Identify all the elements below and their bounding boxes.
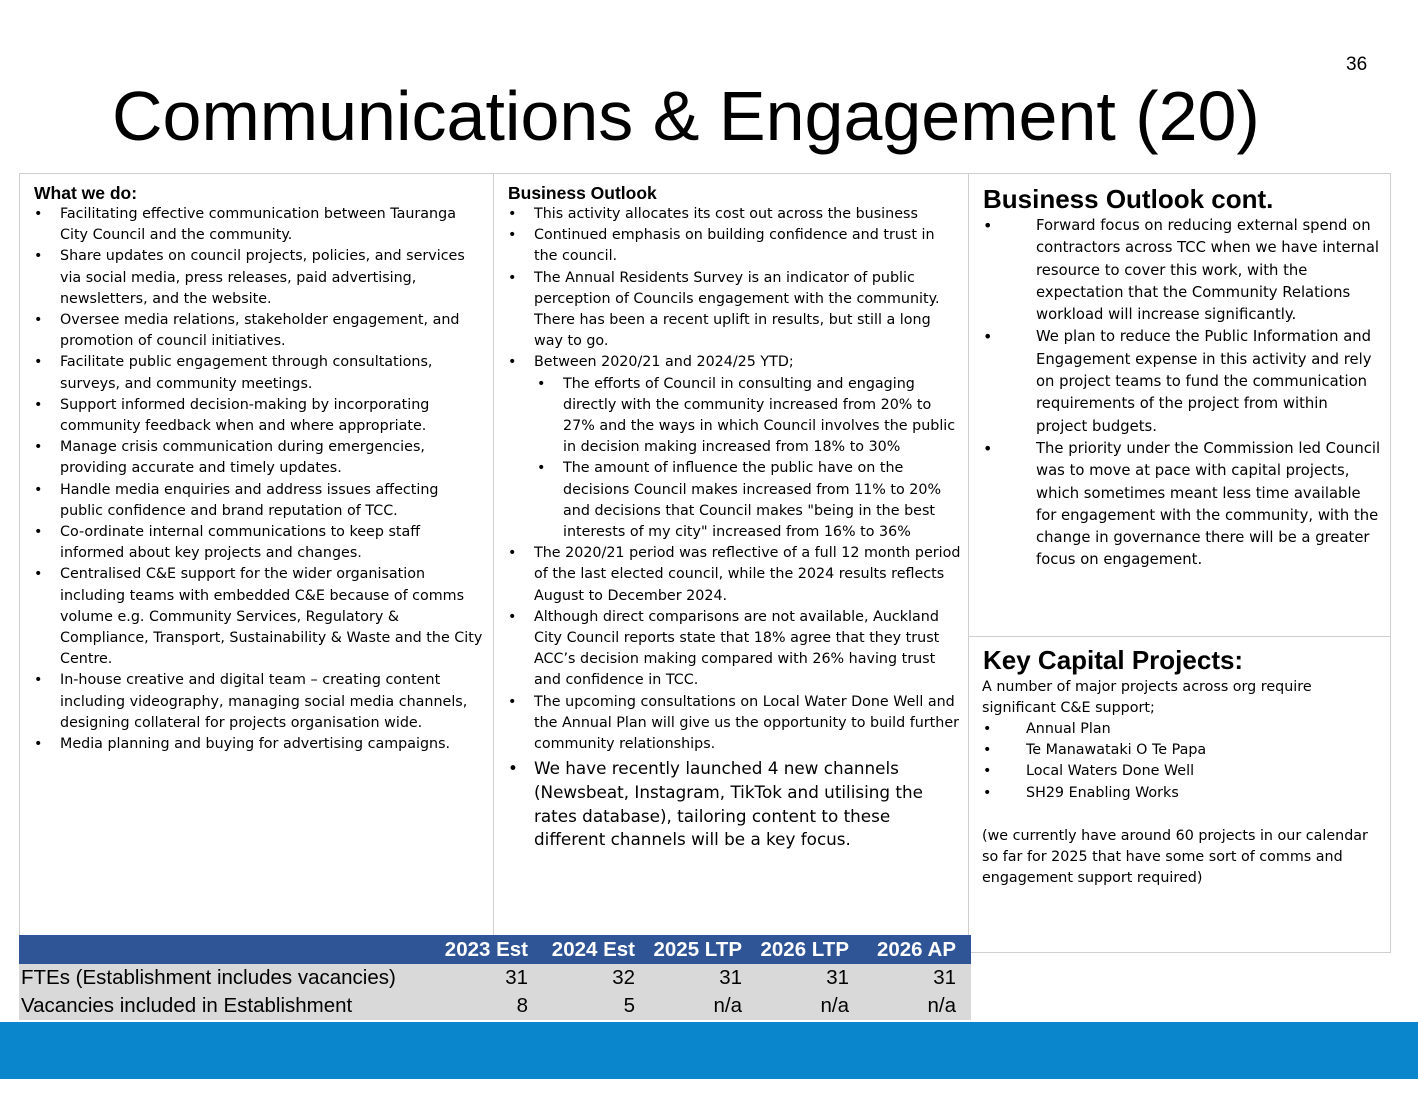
list-item: • The 2020/21 period was reflective of a full 12 month period of the last elected council, while the 2024 results reflects August to December 2024.	[507, 543, 962, 607]
table-cell: 31	[505, 966, 528, 989]
list-item: • This activity allocates its cost out across the business	[507, 204, 962, 225]
table-row-label: FTEs (Establishment includes vacancies)	[21, 966, 396, 989]
page-number: 36	[1346, 54, 1368, 75]
list-item-text: Between 2020/21 and 2024/25 YTD;	[534, 354, 794, 371]
page-title: Communications & Engagement (20)	[112, 77, 1260, 155]
key-capital-projects-intro: A number of major projects across org require significant C&E support;	[982, 679, 1312, 717]
table-cell: n/a	[927, 994, 956, 1017]
business-outlook-cont-panel	[968, 173, 1391, 637]
list-item: • Support informed decision-making by incorporating community feedback when and where appropriate.	[33, 395, 483, 437]
list-item: • Although direct comparisons are not available, Auckland City Council reports state that 18% agree that they trust ACC’s decision making compared with 26% having trust and confidence in TCC.	[507, 607, 962, 692]
what-we-do-heading: What we do:	[34, 183, 138, 203]
table-header-cell: 2023 Est	[444, 937, 528, 961]
business-outlook-panel	[493, 173, 969, 936]
list-item: • Continued emphasis on building confidence and trust in the council.	[507, 225, 962, 267]
list-item: • SH29 Enabling Works	[982, 783, 1382, 804]
table-cell: 5	[623, 994, 635, 1017]
table-header-cell: 2024 Est	[551, 937, 635, 961]
table-cell: 8	[516, 994, 528, 1017]
table-header-cell: 2026 AP	[876, 937, 956, 961]
list-item: • Facilitating effective communication between Tauranga City Council and the community.	[33, 204, 483, 246]
key-capital-projects-panel	[968, 636, 1391, 953]
table-cell: 32	[612, 966, 635, 989]
business-outlook-cont-heading: Business Outlook cont.	[983, 184, 1274, 214]
table-cell: 31	[826, 966, 849, 989]
list-item: • Forward focus on reducing external spend on contractors across TCC when we have internal resource to cover this work, with the expectation that the Community Relations workload will increase significantly.	[982, 215, 1382, 326]
key-capital-projects-heading: Key Capital Projects:	[983, 645, 1244, 675]
table-cell: 31	[933, 966, 956, 989]
business-outlook-cont-list	[982, 215, 1382, 572]
table-cell: 31	[719, 966, 742, 989]
list-item: • In-house creative and digital team – creating content including videography, managing social media channels, designing collateral for projects organisation wide.	[33, 670, 483, 734]
table-header-cell: 2026 LTP	[760, 937, 849, 961]
list-item: • Manage crisis communication during emergencies, providing accurate and timely updates.	[33, 437, 483, 479]
list-item: • Oversee media relations, stakeholder engagement, and promotion of council initiatives.	[33, 310, 483, 352]
list-item: • Centralised C&E support for the wider organisation including teams with embedded C&E because of comms volume e.g. Community Services, Regulatory & Compliance, Transport, Sustainability & Waste and the City Centre.	[33, 564, 483, 670]
list-item: • Co-ordinate internal communications to keep staff informed about key projects and changes.	[33, 522, 483, 564]
key-capital-projects-list	[982, 719, 1382, 804]
business-outlook-list	[507, 204, 962, 852]
sub-list	[534, 374, 962, 544]
table-row	[19, 964, 971, 992]
footer-bar	[0, 1022, 1418, 1079]
list-item: • Te Manawataki O Te Papa	[982, 740, 1382, 761]
table-header	[19, 935, 971, 964]
list-item: • Share updates on council projects, policies, and services via social media, press releases, paid advertising, newsletters, and the website.	[33, 246, 483, 310]
list-item: • Local Waters Done Well	[982, 761, 1382, 782]
list-item: • The priority under the Commission led Council was to move at pace with capital projects, which sometimes meant less time available for engagement with the community, with the change in governance there will be a greater focus on engagement.	[982, 438, 1382, 572]
what-we-do-panel	[19, 173, 494, 936]
table-cell: n/a	[713, 994, 742, 1017]
list-item: • The upcoming consultations on Local Water Done Well and the Annual Plan will give us the opportunity to build further community relationships.	[507, 692, 962, 756]
staffing-table	[19, 935, 971, 1020]
list-item: • We have recently launched 4 new channels (Newsbeat, Instagram, TikTok and utilising the rates database), tailoring content to these different channels will be a key focus.	[507, 757, 962, 852]
list-item: • Media planning and buying for advertising campaigns.	[33, 734, 483, 755]
list-item: • Handle media enquiries and address issues affecting public confidence and brand reputation of TCC.	[33, 480, 483, 522]
list-item: • Annual Plan	[982, 719, 1382, 740]
list-item: • Facilitate public engagement through consultations, surveys, and community meetings.	[33, 352, 483, 394]
key-capital-projects-note: (we currently have around 60 projects in our calendar so far for 2025 that have some sort of comms and engagement support required)	[982, 828, 1368, 887]
list-item: • We plan to reduce the Public Information and Engagement expense in this activity and rely on project teams to fund the communication requirements of the project from within project budgets.	[982, 326, 1382, 437]
business-outlook-heading: Business Outlook	[508, 183, 657, 203]
table-row	[19, 992, 971, 1020]
table-row-label: Vacancies included in Establishment	[21, 994, 353, 1017]
list-item: • The Annual Residents Survey is an indicator of public perception of Councils engagement with the community. There has been a recent uplift in results, but still a long way to go.	[507, 268, 962, 353]
sub-list-item: • The amount of influence the public have on the decisions Council makes increased from 11% to 20% and decisions that Council makes "being in the best interests of my city" increased from 16% to 36%	[534, 458, 962, 543]
table-cell: n/a	[820, 994, 849, 1017]
what-we-do-list	[33, 204, 483, 755]
list-item	[507, 352, 962, 543]
sub-list-item: • The efforts of Council in consulting and engaging directly with the community increased from 20% to 27% and the ways in which Council involves the public in decision making increased from 18% to 30%	[534, 374, 962, 459]
table-header-cell: 2025 LTP	[653, 937, 742, 961]
